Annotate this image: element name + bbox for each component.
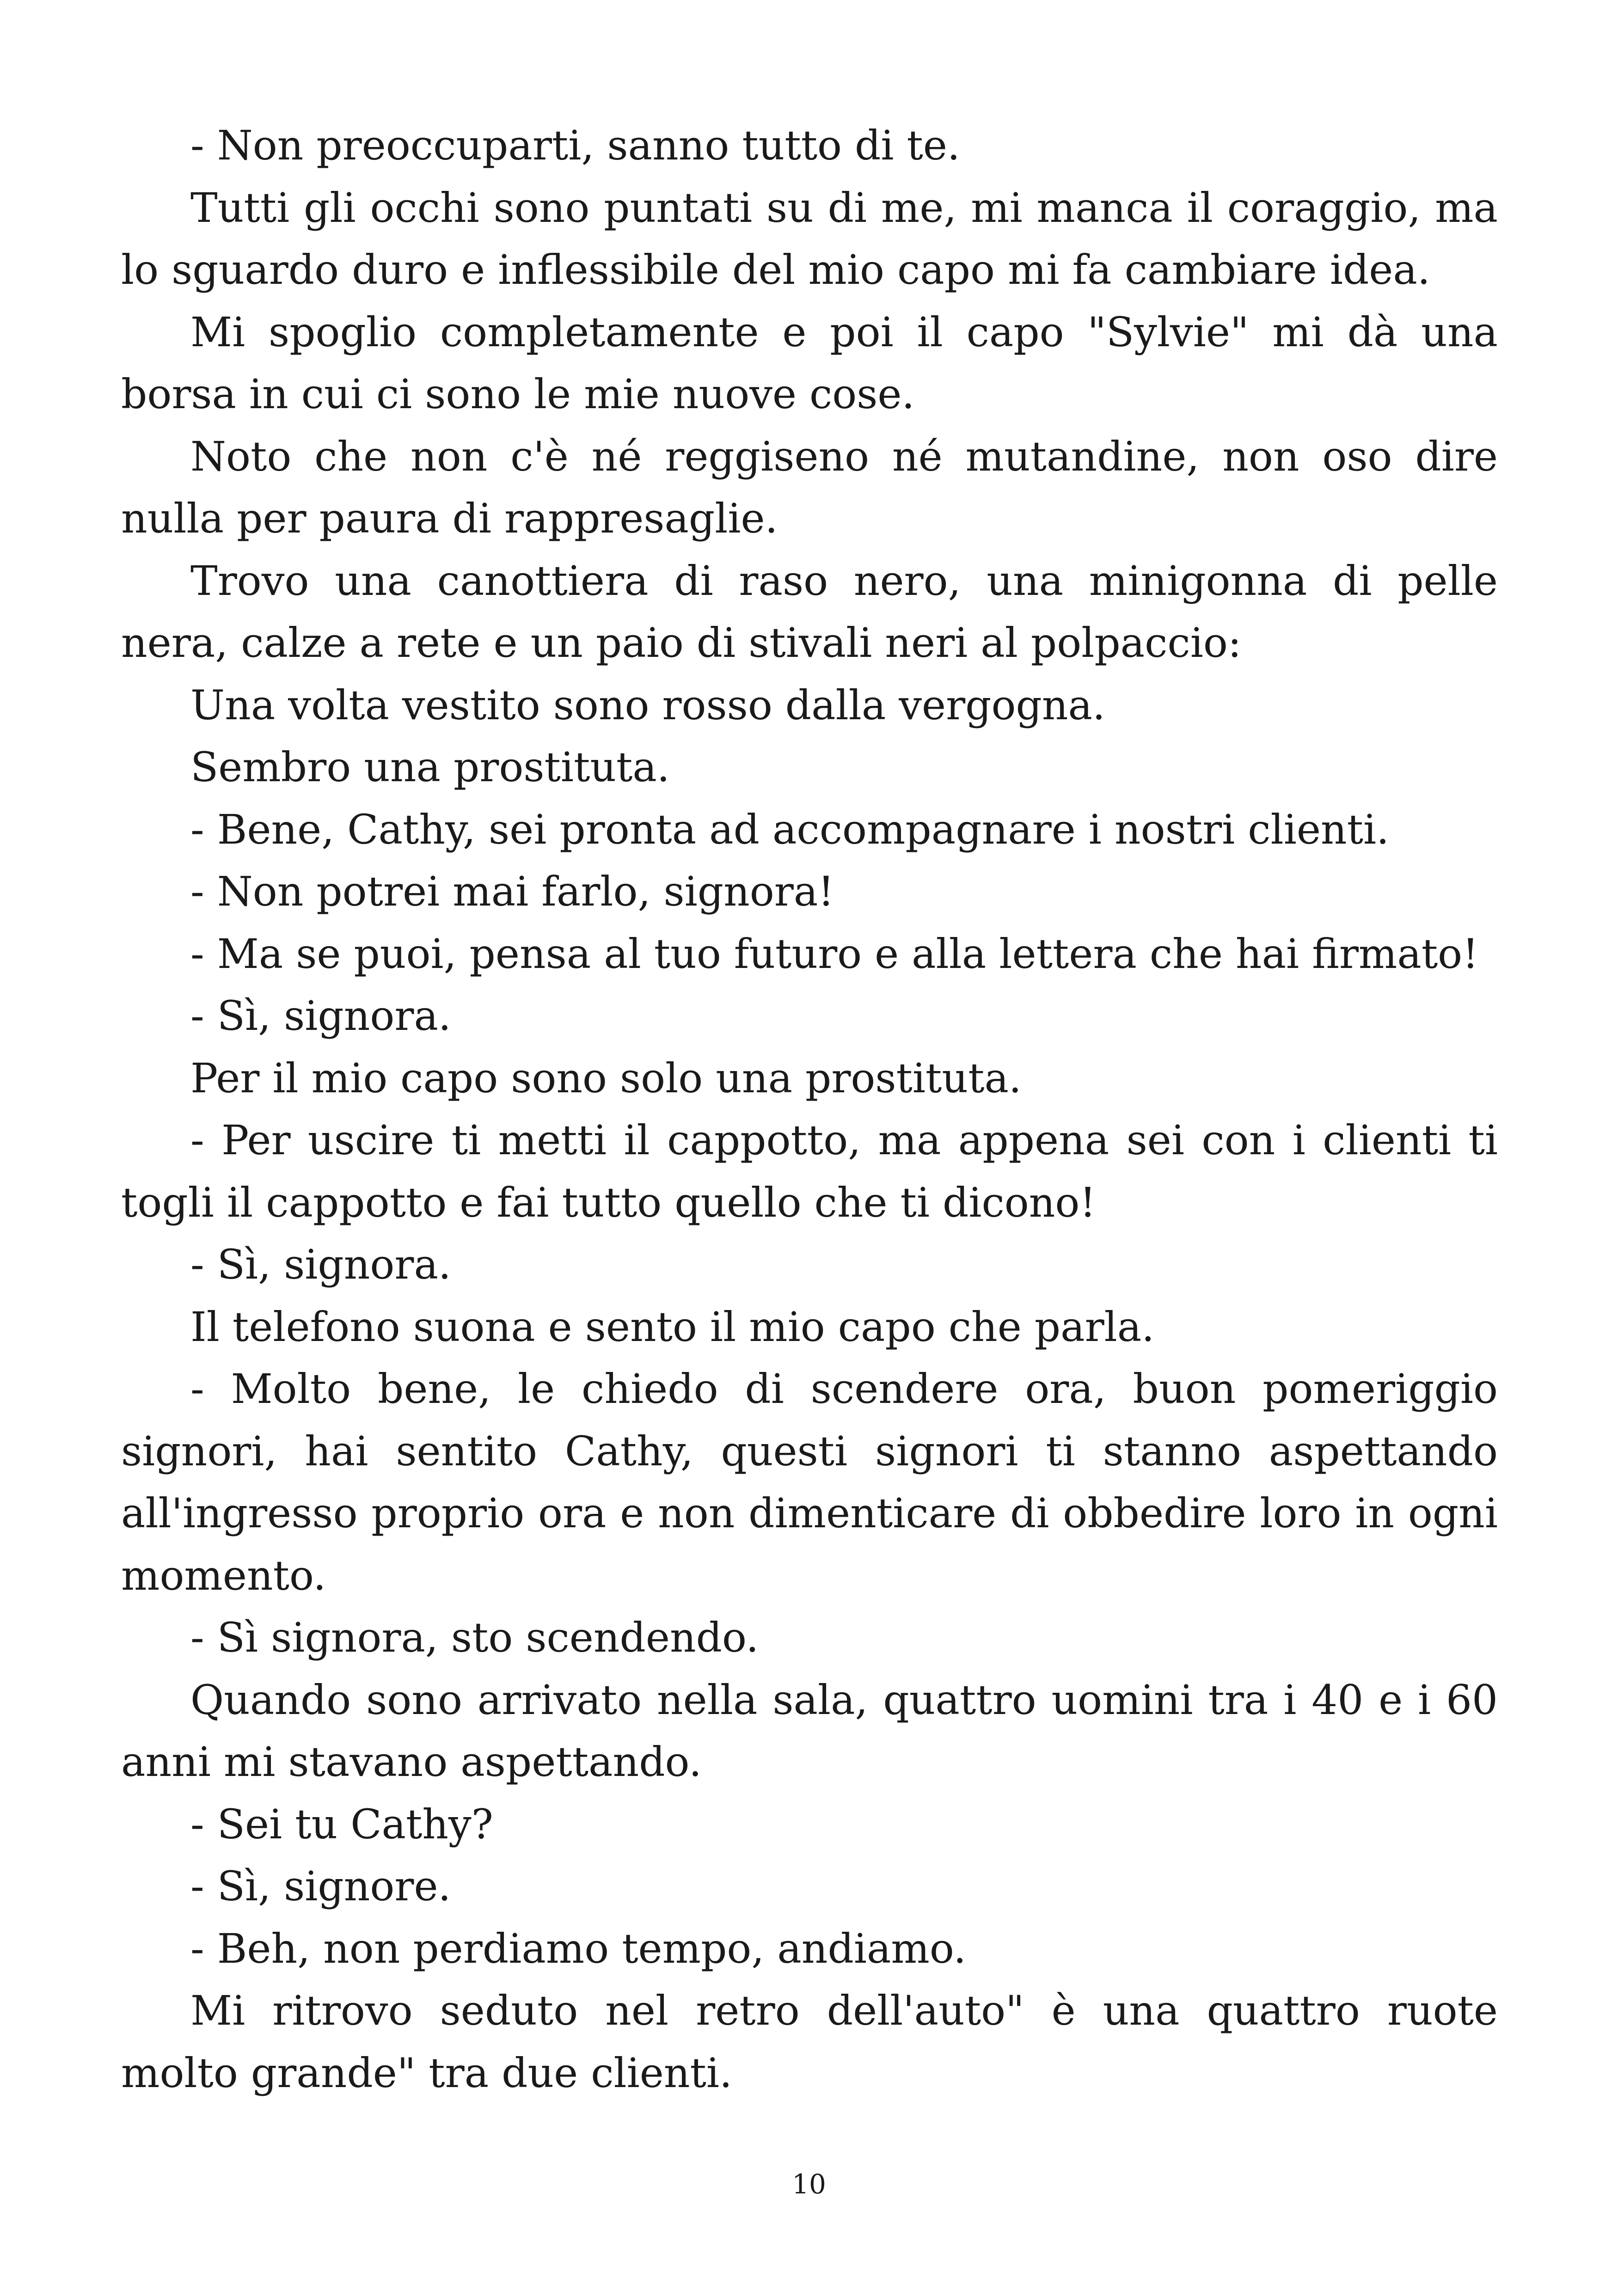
paragraph: Mi spoglio completamente e poi il capo "Sylvie" mi dà una borsa in cui ci sono le mie nuove cose. <box>121 308 1498 418</box>
paragraph: Una volta vestito sono rosso dalla vergogna. <box>190 681 1105 729</box>
paragraph: - Sì, signora. <box>190 992 451 1040</box>
paragraph: - Non potrei mai farlo, signora! <box>190 868 834 915</box>
paragraph: Sembro una prostituta. <box>190 743 670 791</box>
paragraph: - Non preoccuparti, sanno tutto di te. <box>190 122 960 169</box>
text-body <box>121 115 1498 2104</box>
paragraph: - Sì, signora. <box>190 1241 451 1288</box>
paragraph: - Bene, Cathy, sei pronta ad accompagnare i nostri clienti. <box>190 805 1390 853</box>
paragraph: - Ma se puoi, pensa al tuo futuro e alla lettera che hai firmato! <box>190 930 1479 978</box>
paragraph: - Sì signora, sto scendendo. <box>190 1614 759 1661</box>
paragraph: Mi ritrovo seduto nel retro dell'auto" è una quattro ruote molto grande" tra due clienti. <box>121 1987 1498 2097</box>
paragraph: - Beh, non perdiamo tempo, andiamo. <box>190 1924 967 1972</box>
paragraph: - Sei tu Cathy? <box>190 1800 493 1848</box>
paragraph: Il telefono suona e sento il mio capo che parla. <box>190 1303 1155 1351</box>
paragraph: Noto che non c'è né reggiseno né mutandine, non oso dire nulla per paura di rappresaglie. <box>121 432 1498 542</box>
paragraph: Tutti gli occhi sono puntati su di me, mi manca il coraggio, ma lo sguardo duro e inflessibile del mio capo mi fa cambiare idea. <box>121 184 1498 294</box>
paragraph: Trovo una canottiera di raso nero, una minigonna di pelle nera, calze a rete e un paio di stivali neri al polpaccio: <box>121 557 1498 667</box>
paragraph: Quando sono arrivato nella sala, quattro uomini tra i 40 e i 60 anni mi stavano aspettando. <box>121 1676 1498 1786</box>
page-number: 10 <box>792 2168 826 2200</box>
paragraph: - Per uscire ti metti il cappotto, ma appena sei con i clienti ti togli il cappotto e fai tutto quello che ti dicono! <box>121 1116 1498 1226</box>
paragraph: Per il mio capo sono solo una prostituta. <box>190 1054 1022 1102</box>
paragraph: - Molto bene, le chiedo di scendere ora, buon pomeriggio signori, hai sentito Cathy, questi signori ti stanno aspettando all'ingresso proprio ora e non dimenticare di obbedire loro in ogni momento. <box>121 1365 1498 1599</box>
paragraph: - Sì, signore. <box>190 1862 451 1910</box>
